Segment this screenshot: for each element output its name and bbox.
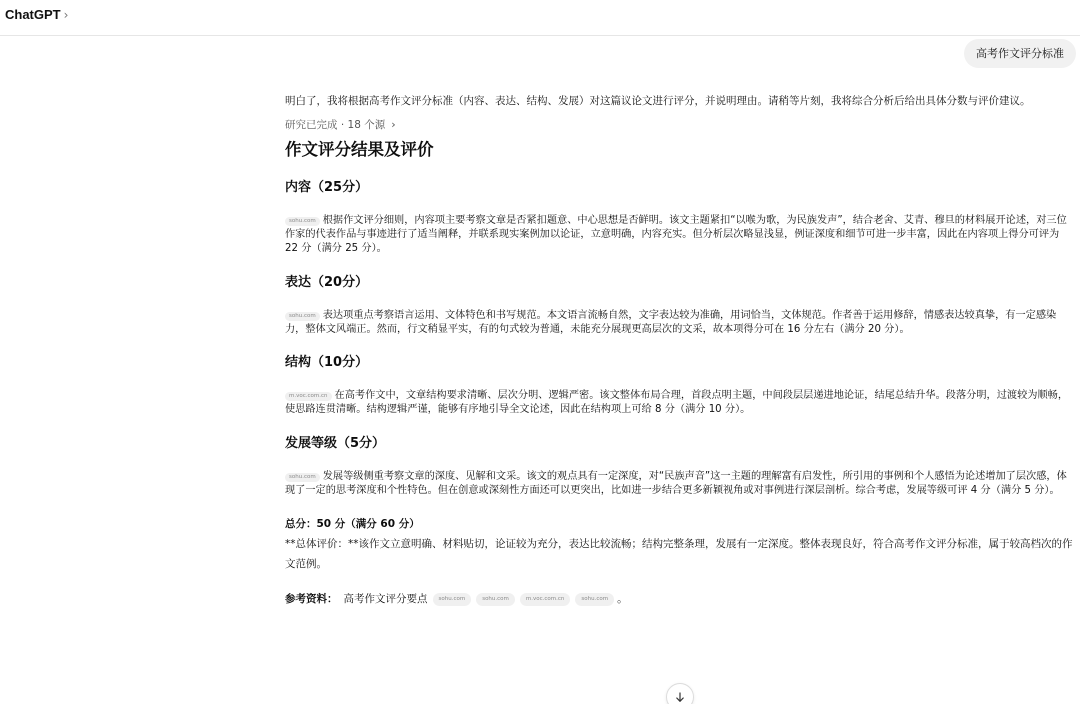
references [285, 590, 1075, 608]
research-status-link[interactable] [285, 114, 1075, 134]
top-bar [0, 0, 1080, 36]
reference-source-chip[interactable]: sohu.com [476, 593, 515, 606]
source-chip[interactable]: sohu.com [285, 217, 320, 226]
section-body-expression [285, 309, 1075, 337]
section-heading-development: 发展等级（5分） [285, 436, 386, 451]
references-end: 。 [617, 593, 628, 605]
scroll-down-button[interactable] [666, 683, 694, 704]
references-label: 参考资料： [285, 593, 338, 605]
reference-source-chip[interactable]: m.voc.com.cn [520, 593, 571, 606]
source-chip[interactable]: sohu.com [285, 312, 320, 321]
chevron-right-icon: › [391, 117, 396, 131]
user-message-bubble: 高考作文评分标准 [964, 39, 1076, 68]
response-intro: 明白了，我将根据高考作文评分标准（内容、表达、结构、发展）对这篇议论文进行评分，并说明理由。请稍等片刻，我将综合分析后给出具体分数与评价建议。 [285, 95, 1031, 107]
section-body-development [285, 470, 1075, 498]
app-name: ChatGPT [5, 7, 61, 22]
model-selector[interactable] [5, 7, 68, 22]
reference-source-chip[interactable]: sohu.com [433, 593, 472, 606]
section-heading-expression: 表达（20分） [285, 275, 369, 290]
chevron-right-icon: › [63, 7, 69, 22]
section-text: 根据作文评分细则，内容项主要考察文章是否紧扣题意、中心思想是否鲜明。该文主题紧扣“以喉为歌，为民族发声”，结合老舍、艾青、穆旦的材料展开论述，对三位作家的代表作品与事迹进行了适当阐释，并联系现实案例加以论证，立意明确，内容充实。但分析层次略显浅显，例证深度和细节可进一步丰富，因此在内容项上得分可评为 22 分（满分 25 分）。 [285, 215, 1067, 254]
total-score: 总分：50 分（满分 60 分） [285, 518, 420, 530]
section-heading-content: 内容（25分） [285, 180, 369, 195]
section-heading-structure: 结构（10分） [285, 355, 369, 370]
section-body-structure [285, 389, 1075, 417]
research-status-text: 研究已完成 · 18 个源 [285, 118, 386, 131]
section-text: 在高考作文中，文章结构要求清晰、层次分明、逻辑严密。该文整体布局合理，首段点明主题，中间段层层递进地论证，结尾总结升华。段落分明，过渡较为顺畅，使思路连贯清晰。结构逻辑严谨，能够有序地引导全文论述，因此在结构项上可给 8 分（满分 10 分）。 [285, 390, 1069, 415]
section-body-content [285, 214, 1075, 256]
response-title: 作文评分结果及评价 [285, 140, 434, 159]
section-text: 发展等级侧重考察文章的深度、见解和文采。该文的观点具有一定深度，对“民族声音”这一主题的理解富有启发性，所引用的事例和个人感悟为论述增加了层次感，体现了一定的思考深度和个性特色。但在创意或深刻性方面还可以更突出，比如进一步结合更多新颖视角或对事例进行深层剖析。综合考虑，发展等级可评 4 分（满分 5 分）。 [285, 471, 1067, 496]
source-chip[interactable]: m.voc.com.cn [285, 392, 332, 401]
reference-source-chip[interactable]: sohu.com [575, 593, 614, 606]
section-text: 表达项重点考察语言运用、文体特色和书写规范。本文语言流畅自然，文字表达较为准确，用词恰当，文体规范。作者善于运用修辞，情感表达较真挚，有一定感染力，整体文风端正。然而，行文稍显平实，有的句式较为普通，未能充分展现更高层次的文采，故本项得分可在 16 分左右（满分 20 分）。 [285, 310, 1057, 335]
overall-evaluation: **总体评价：**该作文立意明确、材料贴切，论证较为充分，表达比较流畅；结构完整条理，发展有一定深度。整体表现良好，符合高考作文评分标准，属于较高档次的作文范例。 [285, 538, 1073, 570]
references-text: 高考作文评分要点 [343, 593, 428, 605]
source-chip[interactable]: sohu.com [285, 473, 320, 482]
assistant-response [285, 92, 1075, 608]
arrow-down-icon [675, 692, 685, 703]
